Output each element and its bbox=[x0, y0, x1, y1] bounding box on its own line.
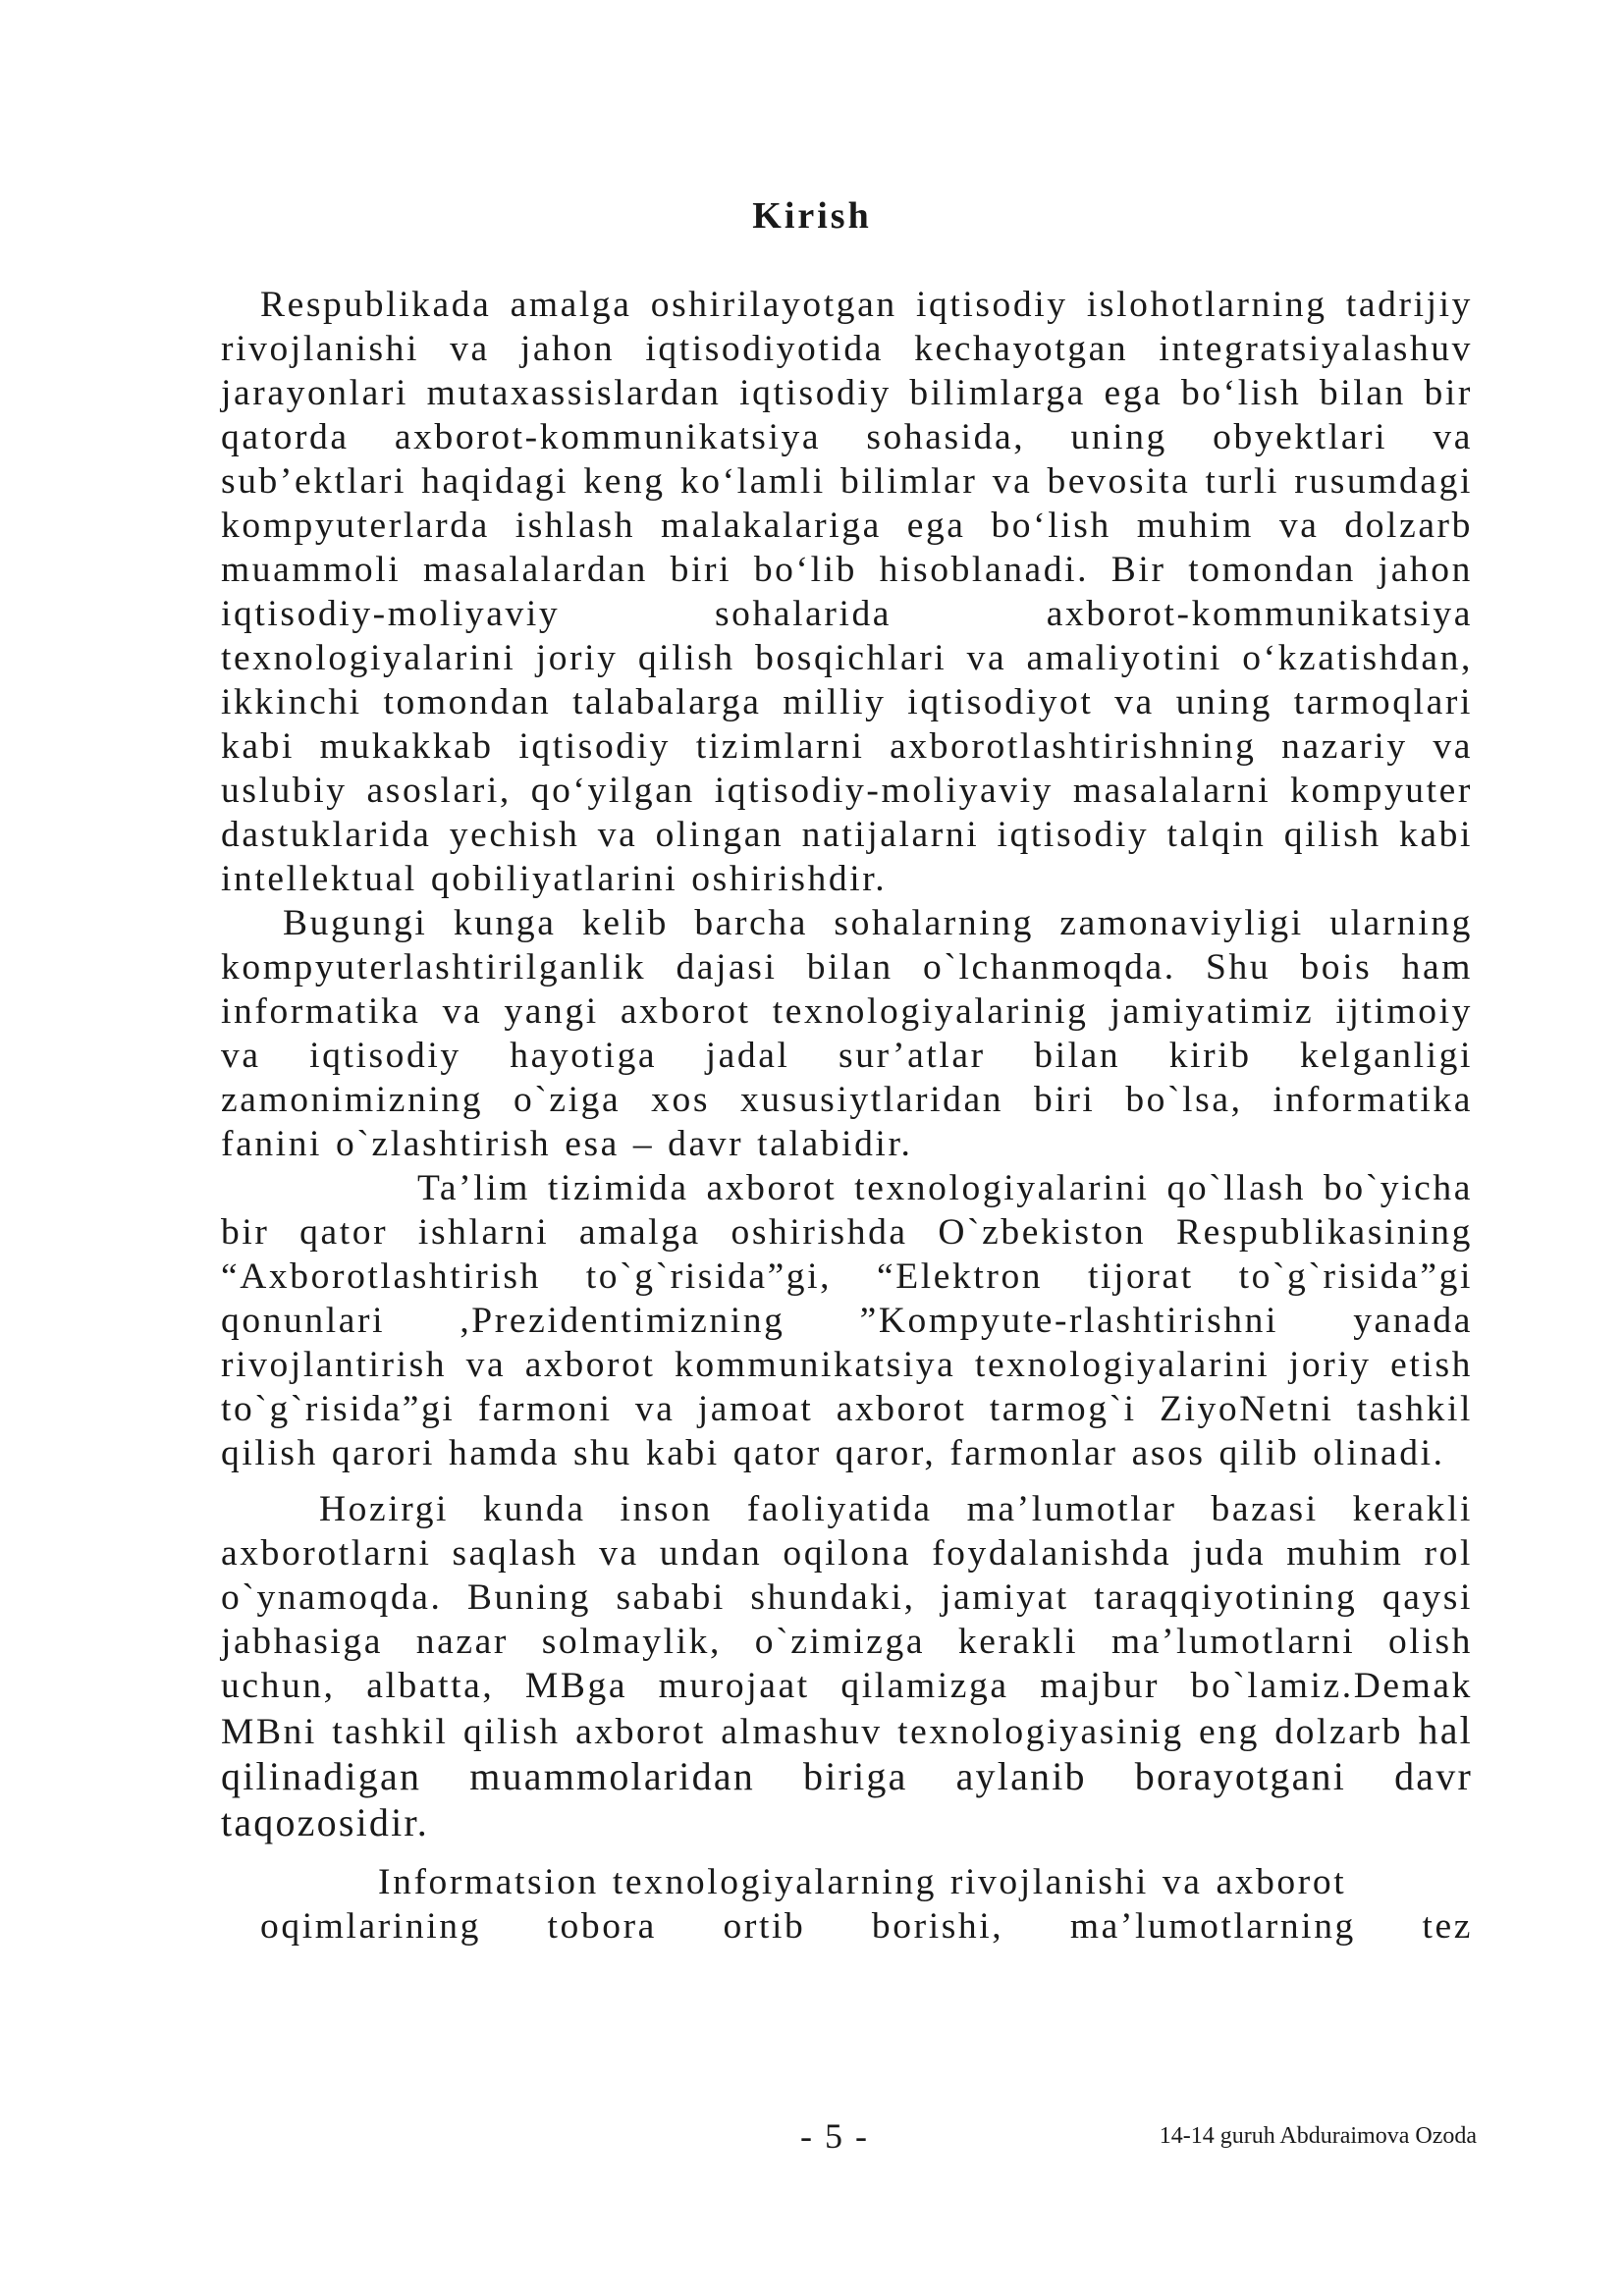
page-title: Kirish bbox=[752, 195, 872, 237]
paragraph-5-first-line: Informatsion texnologiyalarning rivojlanishi va axborot bbox=[378, 1862, 1347, 1902]
document-body bbox=[221, 283, 1473, 1949]
paragraph-4-text: Hozirgi kunda inson faoliyatida ma’lumotlar bazasi kerakli axborotlarni saqlash va undan oqilona foydalanishda juda muhim rol o`ynamoqda. Buning sababi shundaki, jamiyat taraqqiyotining qaysi jabhasiga nazar solmaylik, o`zimizga kerakli ma’lumotlarni olish uchun, albatta, MBga murojaat qilamizga majbur bo`lamiz.Demak MBni tashkil qilish axborot almashuv texnologiyasinig eng dolzarb bbox=[221, 1489, 1473, 1752]
paragraph-1: Respublikada amalga oshirilayotgan iqtisodiy islohotlarning tadrijiy rivojlanishi va jahon iqtisodiyotida kechayotgan integratsiyalashuv jarayonlari mutaxassislardan iqtisodiy bilimlarga ega bo‘lish bilan bir qatorda axborot-kommunikatsiya sohasida, uning obyektlari va sub’ektlari haqidagi keng ko‘lamli bilimlar va bevosita turli rusumdagi kompyuterlarda ishlash malakalariga ega bo‘lish muhim va dolzarb muammoli masalalardan biri bo‘lib hisoblanadi. Bir tomondan jahon iqtisodiy-moliyaviy sohalarida axborot-kommunikatsiya texnologiyalarini joriy qilish bosqichlari va amaliyotini o‘kzatishdan, ikkinchi tomondan talabalarga milliy iqtisodiyot va uning tarmoqlari kabi mukakkab iqtisodiy tizimlarni axborotlashtirishning nazariy va uslubiy asoslari, qo‘yilgan iqtisodiy-moliyaviy masalalarni kompyuter dastuklarida yechish va olingan natijalarni iqtisodiy talqin qilish kabi intellektual qobiliyatlarini oshirishdir. bbox=[221, 285, 1473, 899]
page-number: - 5 - bbox=[800, 2116, 869, 2156]
paragraph-3: Ta’lim tizimida axborot texnologiyalarini qo`llash bo`yicha bir qator ishlarni amalga oshirishda O`zbekiston Respublikasining “Axborotlashtirish to`g`risida”gi, “Elektron tijorat to`g`risida”gi qonunlari ,Prezidentimizning ”Kompyute-rlashtirishni yanada rivojlantirish va axborot kommunikatsiya texnologiyalarini joriy etish to`g`risida”gi farmoni va jamoat axborot tarmog`i ZiyoNetni tashkil qilish qarori hamda shu kabi qator qaror, farmonlar asos qilib olinadi. bbox=[221, 1168, 1473, 1473]
paragraph-4 bbox=[221, 1487, 1473, 1846]
paragraph-5 bbox=[221, 1860, 1473, 1949]
paragraph-2: Bugungi kunga kelib barcha sohalarning zamonaviyligi ularning kompyuterlashtirilganlik dajasi bilan o`lchanmoqda. Shu bois ham informatika va yangi axborot texnologiyalarinig jamiyatimiz ijtimoiy va iqtisodiy hayotiga jadal sur’atlar bilan kirib kelganligi zamonimizning o`ziga xos xususiytlaridan biri bo`lsa, informatika fanini o`zlashtirish esa – davr talabidir. bbox=[221, 903, 1473, 1164]
paragraph-5-second-line: oqimlarining tobora ortib borishi, ma’lumotlarning tez bbox=[260, 1906, 1473, 1947]
footer-author: 14-14 guruh Abduraimova Ozoda bbox=[1159, 2123, 1477, 2149]
paragraph-4-larger-text: hal qilinadigan muammolaridan biriga aylanib borayotgani davr taqozosidir. bbox=[221, 1708, 1473, 1844]
